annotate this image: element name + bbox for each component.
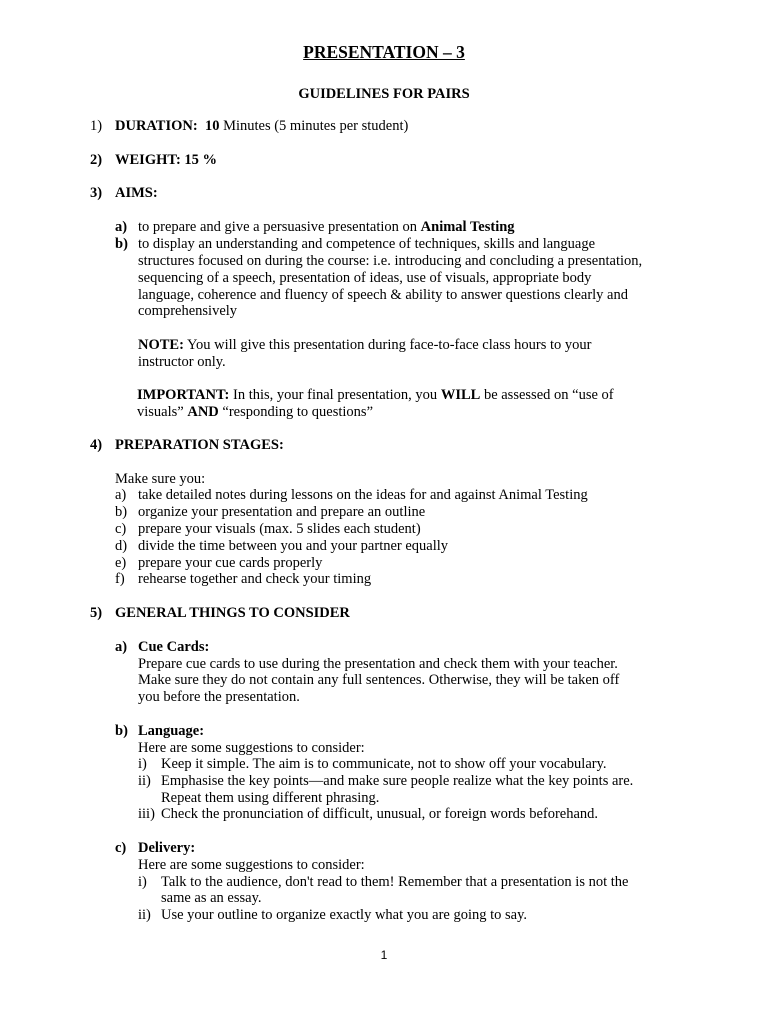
important-visuals: visuals”	[137, 404, 188, 420]
language-item-marker: ii)	[138, 773, 151, 789]
delivery-item-marker: i)	[138, 874, 147, 890]
important-will: WILL	[440, 387, 481, 403]
duration-detail: Minutes (5 minutes per student)	[219, 118, 409, 134]
delivery-marker: c)	[115, 840, 127, 856]
note-label: NOTE:	[138, 337, 184, 353]
note-line-2: instructor only.	[138, 354, 226, 370]
aim-a-text	[138, 219, 515, 236]
prep-item-marker: c)	[115, 521, 127, 537]
important-and: AND	[187, 404, 219, 420]
page-title: PRESENTATION – 3	[303, 42, 465, 62]
aim-a-body: to prepare and give a persuasive presentation on	[138, 219, 421, 235]
language-heading: Language:	[138, 723, 205, 739]
cue-cards-marker: a)	[115, 639, 128, 655]
language-item: Check the pronunciation of difficult, unusual, or foreign words beforehand.	[161, 806, 599, 822]
important-responding: “responding to questions”	[218, 404, 374, 420]
duration-value: 10	[204, 118, 220, 134]
aim-b-marker: b)	[115, 236, 128, 252]
aim-b-line: comprehensively	[138, 303, 238, 319]
cue-cards-line: Make sure they do not contain any full sentences. Otherwise, they will be taken off	[138, 672, 620, 688]
note-text: You will give this presentation during face-to-face class hours to your	[183, 337, 592, 353]
language-item: Repeat them using different phrasing.	[161, 790, 380, 806]
section-2-number: 2)	[90, 152, 103, 168]
prep-intro: Make sure you:	[115, 471, 206, 487]
section-5-heading: GENERAL THINGS TO CONSIDER	[115, 605, 350, 621]
prep-item: divide the time between you and your partner equally	[138, 538, 449, 554]
delivery-item: same as an essay.	[161, 890, 262, 906]
prep-item: organize your presentation and prepare an outline	[138, 504, 426, 520]
prep-item: rehearse together and check your timing	[138, 571, 372, 587]
language-intro: Here are some suggestions to consider:	[138, 740, 365, 756]
section-5-number: 5)	[90, 605, 103, 621]
aim-a-marker: a)	[115, 219, 128, 235]
prep-item: take detailed notes during lessons on the ideas for and against Animal Testing	[138, 487, 588, 503]
section-3-aims-heading: AIMS:	[115, 185, 158, 201]
section-1-number: 1)	[90, 118, 103, 134]
important-line	[137, 387, 614, 404]
language-item: Keep it simple. The aim is to communicate, not to show off your vocabulary.	[161, 756, 607, 772]
language-marker: b)	[115, 723, 128, 739]
prep-item-marker: a)	[115, 487, 127, 503]
language-item-marker: iii)	[138, 806, 155, 822]
section-1-duration	[115, 118, 408, 135]
page-subtitle: GUIDELINES FOR PAIRS	[298, 86, 470, 102]
duration-label: DURATION:	[115, 118, 198, 134]
important-text: In this, your final presentation, you	[229, 387, 441, 403]
aim-b-line: structures focused on during the course: i.e. introducing and concluding a presentation,	[138, 253, 643, 269]
prep-item-marker: b)	[115, 504, 128, 520]
prep-item-marker: f)	[115, 571, 125, 587]
important-line-2	[137, 404, 373, 421]
note-line	[138, 337, 591, 354]
delivery-item-marker: ii)	[138, 907, 151, 923]
cue-cards-line: you before the presentation.	[138, 689, 300, 705]
prep-item: prepare your cue cards properly	[138, 555, 323, 571]
delivery-intro: Here are some suggestions to consider:	[138, 857, 365, 873]
prep-item-marker: e)	[115, 555, 127, 571]
section-3-number: 3)	[90, 185, 103, 201]
aim-b-line: sequencing of a speech, presentation of ideas, use of visuals, appropriate body	[138, 270, 592, 286]
page-number: 1	[380, 948, 388, 962]
aim-b-line: to display an understanding and competence of techniques, skills and language	[138, 236, 596, 252]
prep-item-marker: d)	[115, 538, 128, 554]
language-item-marker: i)	[138, 756, 147, 772]
delivery-item: Use your outline to organize exactly what you are going to say.	[161, 907, 528, 923]
section-4-number: 4)	[90, 437, 103, 453]
prep-item: prepare your visuals (max. 5 slides each student)	[138, 521, 421, 537]
important-label: IMPORTANT:	[137, 387, 230, 403]
delivery-item: Talk to the audience, don't read to them! Remember that a presentation is not the	[161, 874, 629, 890]
aim-b-line: language, coherence and fluency of speech & ability to answer questions clearly and	[138, 287, 628, 303]
cue-cards-heading: Cue Cards:	[138, 639, 210, 655]
delivery-heading: Delivery:	[138, 840, 196, 856]
section-2-weight: WEIGHT: 15 %	[115, 152, 218, 168]
language-item: Emphasise the key points—and make sure people realize what the key points are.	[161, 773, 634, 789]
aim-a-topic: Animal Testing	[420, 219, 515, 235]
section-4-heading: PREPARATION STAGES:	[115, 437, 284, 453]
cue-cards-line: Prepare cue cards to use during the presentation and check them with your teacher.	[138, 656, 618, 672]
important-text-end: be assessed on “use of	[480, 387, 614, 403]
